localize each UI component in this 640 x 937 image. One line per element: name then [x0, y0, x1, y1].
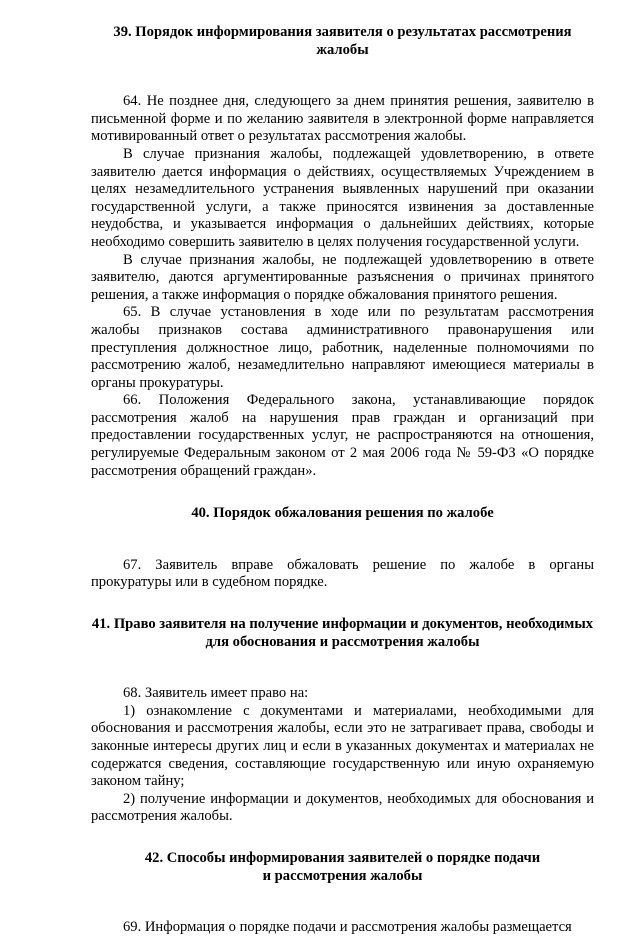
section-heading-40: 40. Порядок обжалования решения по жалобе	[191, 505, 494, 522]
section-heading-42-line-2: и рассмотрения жалобы	[262, 867, 423, 884]
paragraph-64-not-satisfied: В случае признания жалобы, не подлежащей удовлетворению в ответе заявителю, даются аргументированные разъяснения о причинах принятого решения, а также информация о порядке обжалования принятого решения.	[91, 251, 594, 303]
section-heading-41: 41. Право заявителя на получение информации и документов, необходимых для обоснования и рассмотрения жалобы	[91, 616, 594, 650]
paragraph-64: 64. Не позднее дня, следующего за днем принятия решения, заявителю в письменной форме и по желанию заявителя в электронной форме направляется мотивированный ответ о результатах рассмотрения жалобы.	[91, 93, 594, 145]
paragraph-65: 65. В случае установления в ходе или по результатам рассмотрения жалобы признаков состава административного правонарушения или преступления должностное лицо, работник, наделенные полномочиями по рассмотрению жалоб, незамедлительно направляют имеющиеся материалы в органы прокуратуры.	[91, 304, 594, 391]
section-heading-39: 39. Порядок информирования заявителя о результатах рассмотрения жалобы	[113, 24, 572, 58]
paragraph-68-item-1: 1) ознакомление с документами и материалами, необходимыми для обоснования и рассмотрения жалобы, если это не затрагивает права, свободы и законные интересы других лиц и если в указанных документах и материалах не содержатся сведения, составляющие государственную или иную охраняемую законом тайну;	[91, 702, 594, 790]
paragraph-64-satisfied: В случае признания жалобы, подлежащей удовлетворению, в ответе заявителю дается информация о действиях, осуществляемых Учреждением в целях незамедлительного устранения выявленных нарушений при оказании государственной услуги, а также приносятся извинения за доставленные неудобства, и указывается информация о дальнейших действиях, которые необходимо совершить заявителю в целях получения государственной услуги.	[91, 145, 594, 250]
paragraph-66: 66. Положения Федерального закона, устанавливающие порядок рассмотрения жалоб на нарушения прав граждан и организаций при предоставлении государственных услуг, не распространяются на отношения, регулируемые Федеральным законом от 2 мая 2006 года № 59-ФЗ «О порядке рассмотрения обращений граждан».	[91, 392, 594, 479]
section-heading-42-line-1: 42. Способы информирования заявителей о порядке подачи	[144, 849, 541, 866]
paragraph-68: 68. Заявитель имеет право на:	[123, 685, 309, 702]
paragraph-67: 67. Заявитель вправе обжаловать решение по жалобе в органы прокуратуры или в судебном порядке.	[91, 556, 594, 591]
paragraph-68-item-2: 2) получение информации и документов, необходимых для обоснования и рассмотрения жалобы.	[91, 790, 594, 825]
paragraph-69: 69. Информация о порядке подачи и рассмотрения жалобы размещается	[123, 919, 572, 936]
section-heading-42	[91, 850, 594, 885]
